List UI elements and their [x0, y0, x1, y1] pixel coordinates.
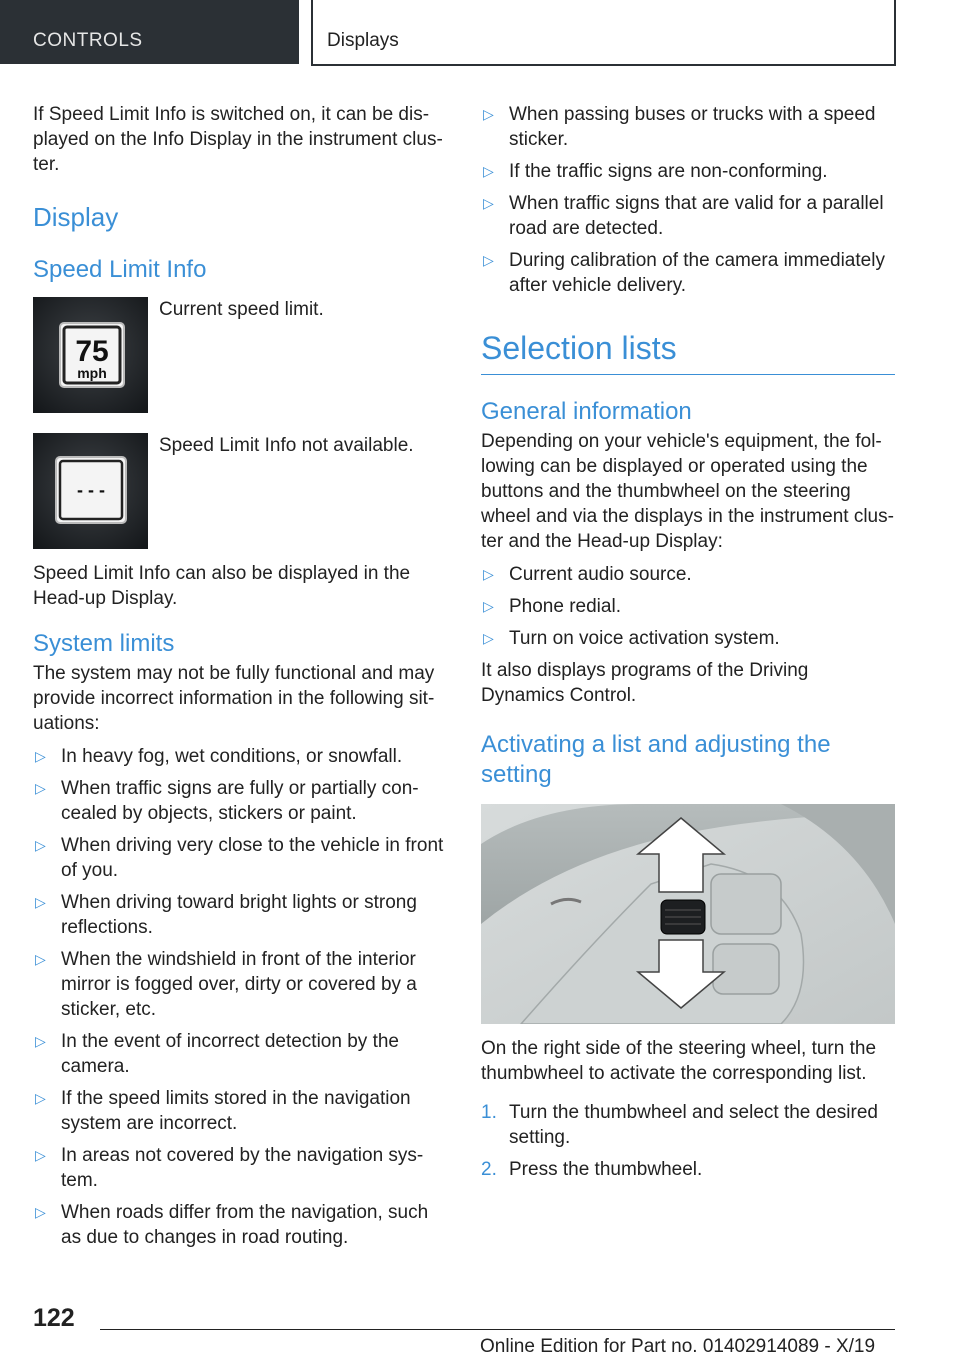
list-item: ▷ When passing buses or trucks with a speed sticker. [483, 104, 876, 150]
list-item: ▷ If the speed limits stored in the navigation system are incorrect. [35, 1088, 411, 1134]
list-item: ▷ When traffic signs that are valid for a parallel road are detected. [483, 193, 884, 239]
list-item: ▷ Phone redial. [483, 596, 621, 617]
speed-number: 75 [75, 335, 109, 368]
page-number: 122 [33, 1304, 75, 1332]
triangle-bullet-icon: ▷ [35, 1147, 46, 1163]
footer-divider [100, 1329, 895, 1330]
list-item: 1. Turn the thumbwheel and select the desired setting. [481, 1102, 878, 1148]
right-column [481, 102, 895, 1189]
current-speed-limit-text: Current speed limit. [159, 299, 324, 320]
limits-intro: The system may not be fully functional and may provide incorrect information in the following sit‐ uations: [33, 663, 435, 734]
triangle-bullet-icon: ▷ [35, 1033, 46, 1049]
driving-dynamics-paragraph: It also displays programs of the Driving Dynamics Control. [481, 660, 809, 706]
triangle-bullet-icon: ▷ [483, 566, 494, 582]
unavailable-symbol: - - - [77, 480, 105, 500]
edition-note: Online Edition for Part no. 01402914089 - X/19 [480, 1336, 876, 1357]
general-paragraph: Depending on your vehicle's equipment, the fol‐ lowing can be displayed or operated using the buttons and the thumbwheel on the steering wheel and via the displays in the instrument clus‐ ter and the Head-up Display: [481, 431, 894, 552]
section-tab [0, 0, 299, 64]
triangle-bullet-icon: ▷ [483, 252, 494, 268]
list-item: ▷ Current audio source. [483, 564, 692, 585]
not-available-row [33, 433, 447, 549]
intro-paragraph: If Speed Limit Info is switched on, it can be dis‐ played on the Info Display in the instrument clus‐ ter. [33, 104, 443, 175]
triangle-bullet-icon: ▷ [483, 598, 494, 614]
list-item: 2. Press the thumbwheel. [481, 1159, 703, 1180]
triangle-bullet-icon: ▷ [483, 106, 494, 122]
left-column [33, 102, 447, 1257]
current-speed-limit-row [33, 297, 447, 413]
steps-list [481, 1100, 895, 1182]
section-label: CONTROLS [33, 30, 143, 51]
speed-limit-unavailable-icon [33, 433, 148, 549]
triangle-bullet-icon: ▷ [35, 780, 46, 796]
speed-limit-info-heading: Speed Limit Info [33, 256, 207, 283]
chapter-label: Displays [327, 30, 399, 51]
triangle-bullet-icon: ▷ [35, 837, 46, 853]
list-item: ▷ If the traffic signs are non-conforming. [483, 161, 828, 182]
steering-wheel-thumbwheel-illustration [481, 804, 895, 1024]
hud-paragraph: Speed Limit Info can also be displayed in the Head-up Display. [33, 563, 411, 609]
triangle-bullet-icon: ▷ [35, 748, 46, 764]
wheel-caption: On the right side of the steering wheel, turn the thumbwheel to activate the corresponding list. [481, 1038, 877, 1084]
activating-list-heading: Activating a list and adjusting the setting [481, 731, 831, 788]
list-item: ▷ When driving very close to the vehicle in front of you. [35, 835, 444, 881]
system-limits-heading: System limits [33, 630, 175, 657]
speed-limit-75-icon [33, 297, 148, 413]
triangle-bullet-icon: ▷ [483, 195, 494, 211]
general-information-heading: General information [481, 398, 692, 425]
triangle-bullet-icon: ▷ [35, 1204, 46, 1220]
speed-unit: mph [77, 365, 107, 381]
triangle-bullet-icon: ▷ [483, 630, 494, 646]
list-item: ▷ When roads differ from the navigation, such as due to changes in road routing. [35, 1202, 429, 1248]
triangle-bullet-icon: ▷ [35, 1090, 46, 1106]
page-header [0, 0, 960, 66]
list-item: ▷ When traffic signs are fully or partially con‐ cealed by objects, stickers or paint. [35, 778, 419, 824]
selection-lists-heading: Selection lists [481, 328, 895, 375]
list-item: ▷ When driving toward bright lights or strong reflections. [35, 892, 417, 938]
triangle-bullet-icon: ▷ [35, 951, 46, 967]
list-item: ▷ In heavy fog, wet conditions, or snowfall. [35, 746, 403, 767]
not-available-text: Speed Limit Info not available. [159, 435, 414, 456]
triangle-bullet-icon: ▷ [35, 894, 46, 910]
general-list [481, 562, 895, 651]
display-heading: Display [33, 202, 119, 232]
triangle-bullet-icon: ▷ [483, 163, 494, 179]
list-item: ▷ Turn on voice activation system. [483, 628, 780, 649]
list-item: ▷ When the windshield in front of the interior mirror is fogged over, dirty or covered by a sticker, etc. [35, 949, 417, 1020]
limits-list [33, 744, 447, 1250]
list-item: ▷ In the event of incorrect detection by the camera. [35, 1031, 399, 1077]
list-item: ▷ In areas not covered by the navigation sys‐ tem. [35, 1145, 424, 1191]
limits-list-continued [481, 102, 895, 298]
chapter-tab [311, 0, 896, 66]
list-item: ▷ During calibration of the camera immediately after vehicle delivery. [483, 250, 885, 296]
